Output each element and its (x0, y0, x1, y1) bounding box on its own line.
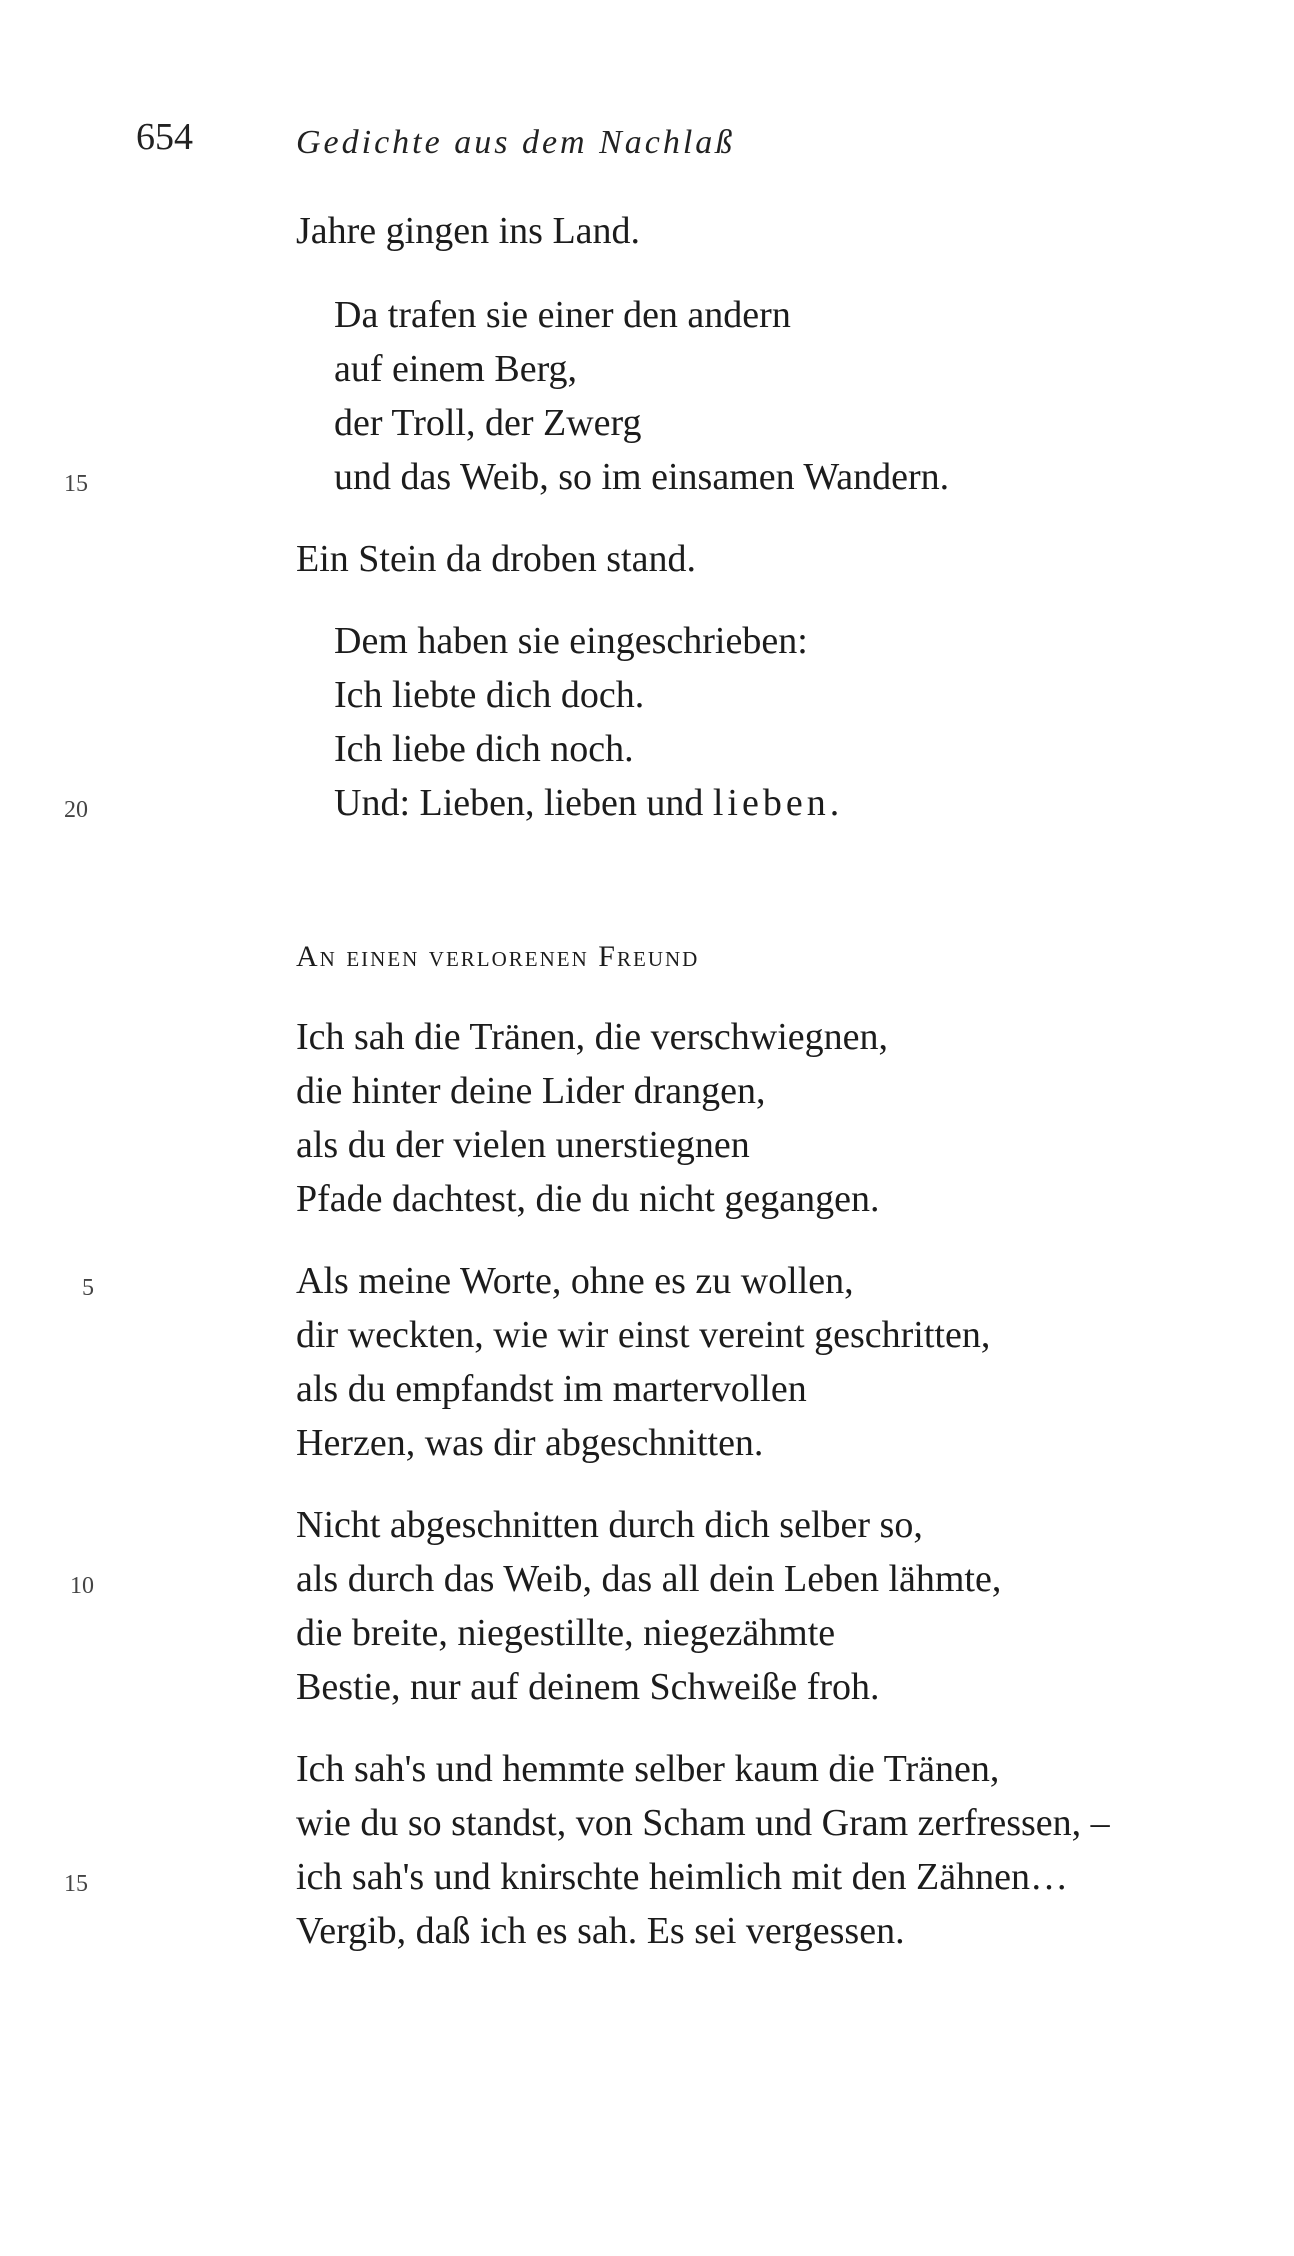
poem-line: auf einem Berg, (334, 348, 578, 390)
poem-line: Ich liebe dich noch. (334, 728, 634, 770)
poem-line: Nicht abgeschnitten durch dich selber so, (296, 1504, 923, 1546)
spaced-word: lieben. (712, 782, 844, 824)
poem-line: als du empfandst im martervollen (296, 1368, 807, 1410)
poem-line: Vergib, daß ich es sah. Es sei vergessen. (296, 1910, 905, 1952)
poem-line: Ich sah's und hemmte selber kaum die Tränen, (296, 1748, 1000, 1790)
poem-title: An einen verlorenen Freund (296, 940, 700, 973)
poem-line: ich sah's und knirschte heimlich mit den Zähnen… (296, 1856, 1068, 1898)
poem-line: Ich liebte dich doch. (334, 674, 645, 716)
poem-line: Ich sah die Tränen, die verschwiegnen, (296, 1016, 889, 1058)
poem-line: Pfade dachtest, die du nicht gegangen. (296, 1178, 880, 1220)
line-number: 20 (64, 797, 88, 823)
line-number: 15 (64, 471, 88, 497)
poem-line: der Troll, der Zwerg (334, 402, 642, 444)
poem-line: wie du so standst, von Scham und Gram zerfressen, – (296, 1802, 1110, 1844)
line-number: 15 (64, 1871, 88, 1897)
page-number: 654 (136, 116, 193, 158)
poem-line-last (334, 784, 843, 822)
poem-line: und das Weib, so im einsamen Wandern. (334, 456, 950, 498)
poem-line: Jahre gingen ins Land. (296, 210, 641, 252)
running-head: Gedichte aus dem Nachlaß (296, 124, 736, 161)
poem-line-text: Und: Lieben, lieben und (334, 782, 713, 824)
poem-line: Herzen, was dir abgeschnitten. (296, 1422, 764, 1464)
poem-line: Ein Stein da droben stand. (296, 538, 696, 580)
poem-line: Als meine Worte, ohne es zu wollen, (296, 1260, 854, 1302)
poem-line: als durch das Weib, das all dein Leben lähmte, (296, 1558, 1002, 1600)
poem-line: die hinter deine Lider drangen, (296, 1070, 766, 1112)
poem-line: dir weckten, wie wir einst vereint geschritten, (296, 1314, 991, 1356)
line-number: 10 (70, 1573, 94, 1599)
poem-line: Da trafen sie einer den andern (334, 294, 791, 336)
poem-line: als du der vielen unerstiegnen (296, 1124, 750, 1166)
poem-line: Bestie, nur auf deinem Schweiße froh. (296, 1666, 880, 1708)
line-number: 5 (82, 1275, 94, 1301)
poem-line: Dem haben sie eingeschrieben: (334, 620, 808, 662)
poem-line: die breite, niegestillte, niegezähmte (296, 1612, 836, 1654)
